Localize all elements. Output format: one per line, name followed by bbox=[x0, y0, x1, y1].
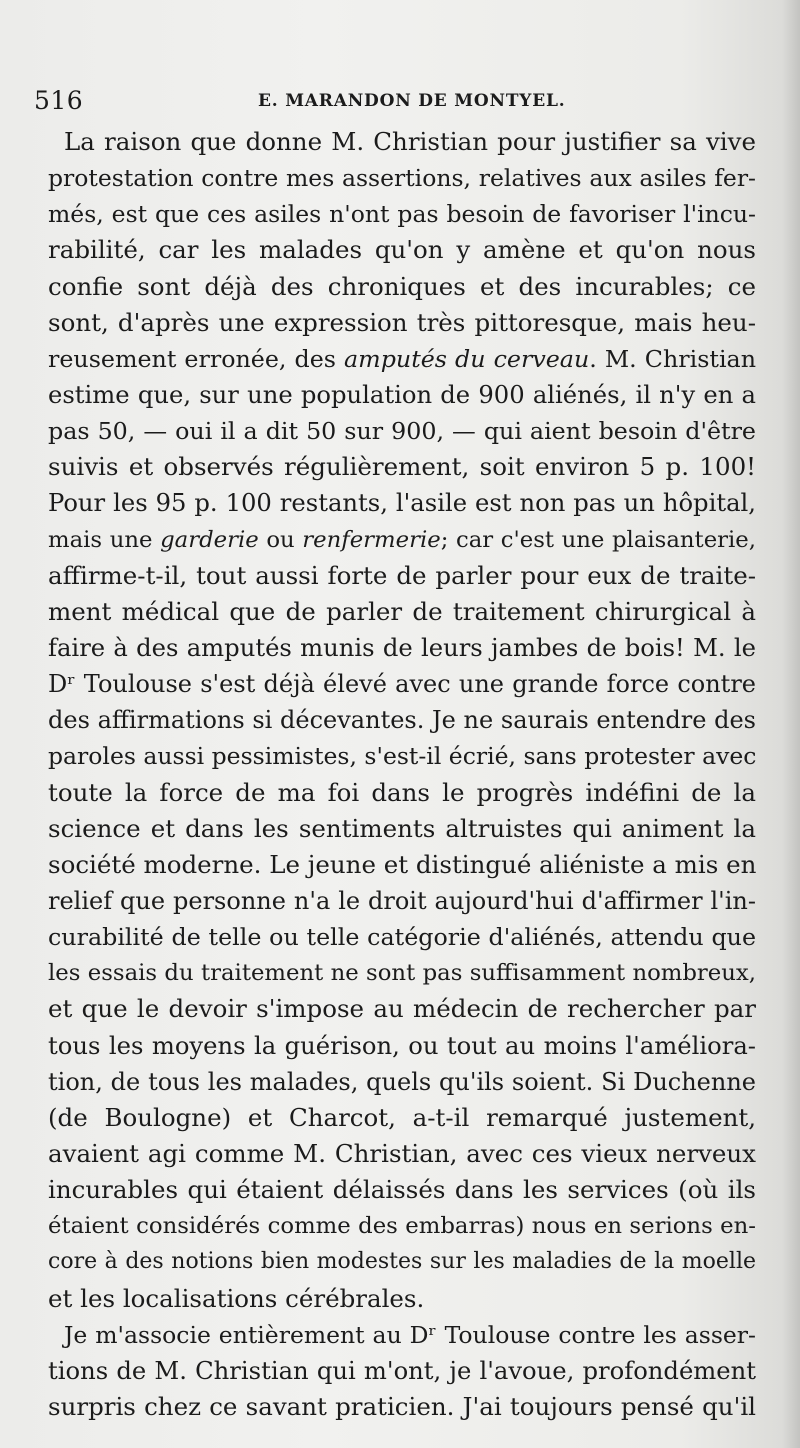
text-segment: ; car c'est une plaisanterie, bbox=[440, 526, 756, 553]
text-segment: mais une bbox=[48, 526, 161, 553]
italic-word: renfermerie bbox=[302, 526, 441, 553]
text-line: surpris chez ce savant praticien. J'ai toujours pensé qu'il bbox=[48, 1391, 756, 1421]
text-line: et les localisations cérébrales. bbox=[48, 1283, 425, 1313]
page-number: 516 bbox=[34, 86, 84, 115]
text-line: les essais du traitement ne sont pas suffisamment nombreux, bbox=[48, 960, 756, 987]
text-segment: . M. Christian bbox=[589, 344, 756, 373]
text-line: La raison que donne M. Christian pour justifier sa vive bbox=[64, 127, 756, 156]
text-line: et que le devoir s'impose au médecin de rechercher par bbox=[48, 994, 756, 1024]
body-text bbox=[48, 124, 756, 1425]
text-line-with-italic bbox=[48, 522, 756, 558]
text-line: suivis et observés régulièrement, soit environ 5 p. 100! bbox=[48, 452, 756, 482]
text-line: étaient considérés comme des embarras) nous en serions en- bbox=[48, 1213, 756, 1240]
text-line: estime que, sur une population de 900 aliénés, il n'y en a bbox=[48, 379, 756, 409]
text-line: core à des notions bien modestes sur les maladies de la moelle bbox=[48, 1249, 756, 1275]
text-line: incurables qui étaient délaissés dans les services (où ils bbox=[48, 1175, 756, 1205]
text-line: paroles aussi pessimistes, s'est-il écrié, sans protester avec bbox=[48, 742, 757, 771]
paragraph-1 bbox=[48, 124, 756, 1317]
text-line: pas 50, — oui il a dit 50 sur 900, — qui aient besoin d'être bbox=[48, 417, 756, 446]
text-line: relief que personne n'a le droit aujourd'hui d'affirmer l'in- bbox=[48, 886, 756, 915]
text-line: toute la force de ma foi dans le progrès indéfini de la bbox=[48, 777, 756, 807]
page-edge-shadow bbox=[782, 0, 800, 1448]
text-line: protestation contre mes assertions, relatives aux asiles fer- bbox=[48, 164, 756, 193]
text-segment: reusement erronée, des bbox=[48, 344, 345, 373]
text-line-with-italic bbox=[48, 341, 756, 377]
text-line: société moderne. Le jeune et distingué aliéniste a mis en bbox=[48, 849, 757, 879]
text-line: Pour les 95 p. 100 restants, l'asile est non pas un hôpital, bbox=[48, 488, 756, 518]
running-head: E. MARANDON DE MONTYEL. bbox=[258, 91, 566, 111]
italic-phrase: amputés du cerveau bbox=[344, 344, 590, 373]
page-header bbox=[34, 82, 764, 122]
text-line: tion, de tous les malades, quels qu'ils soient. Si Duchenne bbox=[48, 1067, 756, 1096]
text-line: faire à des amputés munis de leurs jambes de bois! M. le bbox=[48, 632, 756, 662]
text-line: Je m'associe entièrement au Dʳ Toulouse contre les asser- bbox=[64, 1320, 756, 1349]
text-line: rabilité, car les malades qu'on y amène et qu'on nous bbox=[48, 235, 756, 265]
text-segment: ou bbox=[258, 526, 303, 553]
text-line: curabilité de telle ou telle catégorie d'aliénés, attendu que bbox=[48, 923, 756, 952]
text-line: science et dans les sentiments altruistes qui animent la bbox=[48, 813, 756, 843]
text-line: avaient agi comme M. Christian, avec ces vieux nerveux bbox=[48, 1138, 756, 1168]
text-line: (de Boulogne) et Charcot, a-t-il remarqué justement, bbox=[48, 1102, 756, 1132]
text-line: confie sont déjà des chroniques et des incurables; ce bbox=[48, 271, 756, 301]
text-line: Dʳ Toulouse s'est déjà élevé avec une grande force contre bbox=[48, 670, 756, 699]
text-line: més, est que ces asiles n'ont pas besoin de favoriser l'incu- bbox=[48, 200, 756, 229]
text-line: des affirmations si décevantes. Je ne saurais entendre des bbox=[48, 706, 756, 735]
italic-word: garderie bbox=[160, 526, 259, 553]
text-line: affirme-t-il, tout aussi forte de parler pour eux de traite- bbox=[48, 560, 756, 590]
paragraph-2 bbox=[48, 1317, 756, 1425]
text-line: tous les moyens la guérison, ou tout au moins l'améliora- bbox=[48, 1030, 756, 1060]
text-line: sont, d'après une expression très pittoresque, mais heu- bbox=[48, 307, 756, 337]
text-line: ment médical que de parler de traitement chirurgical à bbox=[48, 596, 756, 626]
text-line: tions de M. Christian qui m'ont, je l'avoue, profondément bbox=[48, 1355, 756, 1385]
